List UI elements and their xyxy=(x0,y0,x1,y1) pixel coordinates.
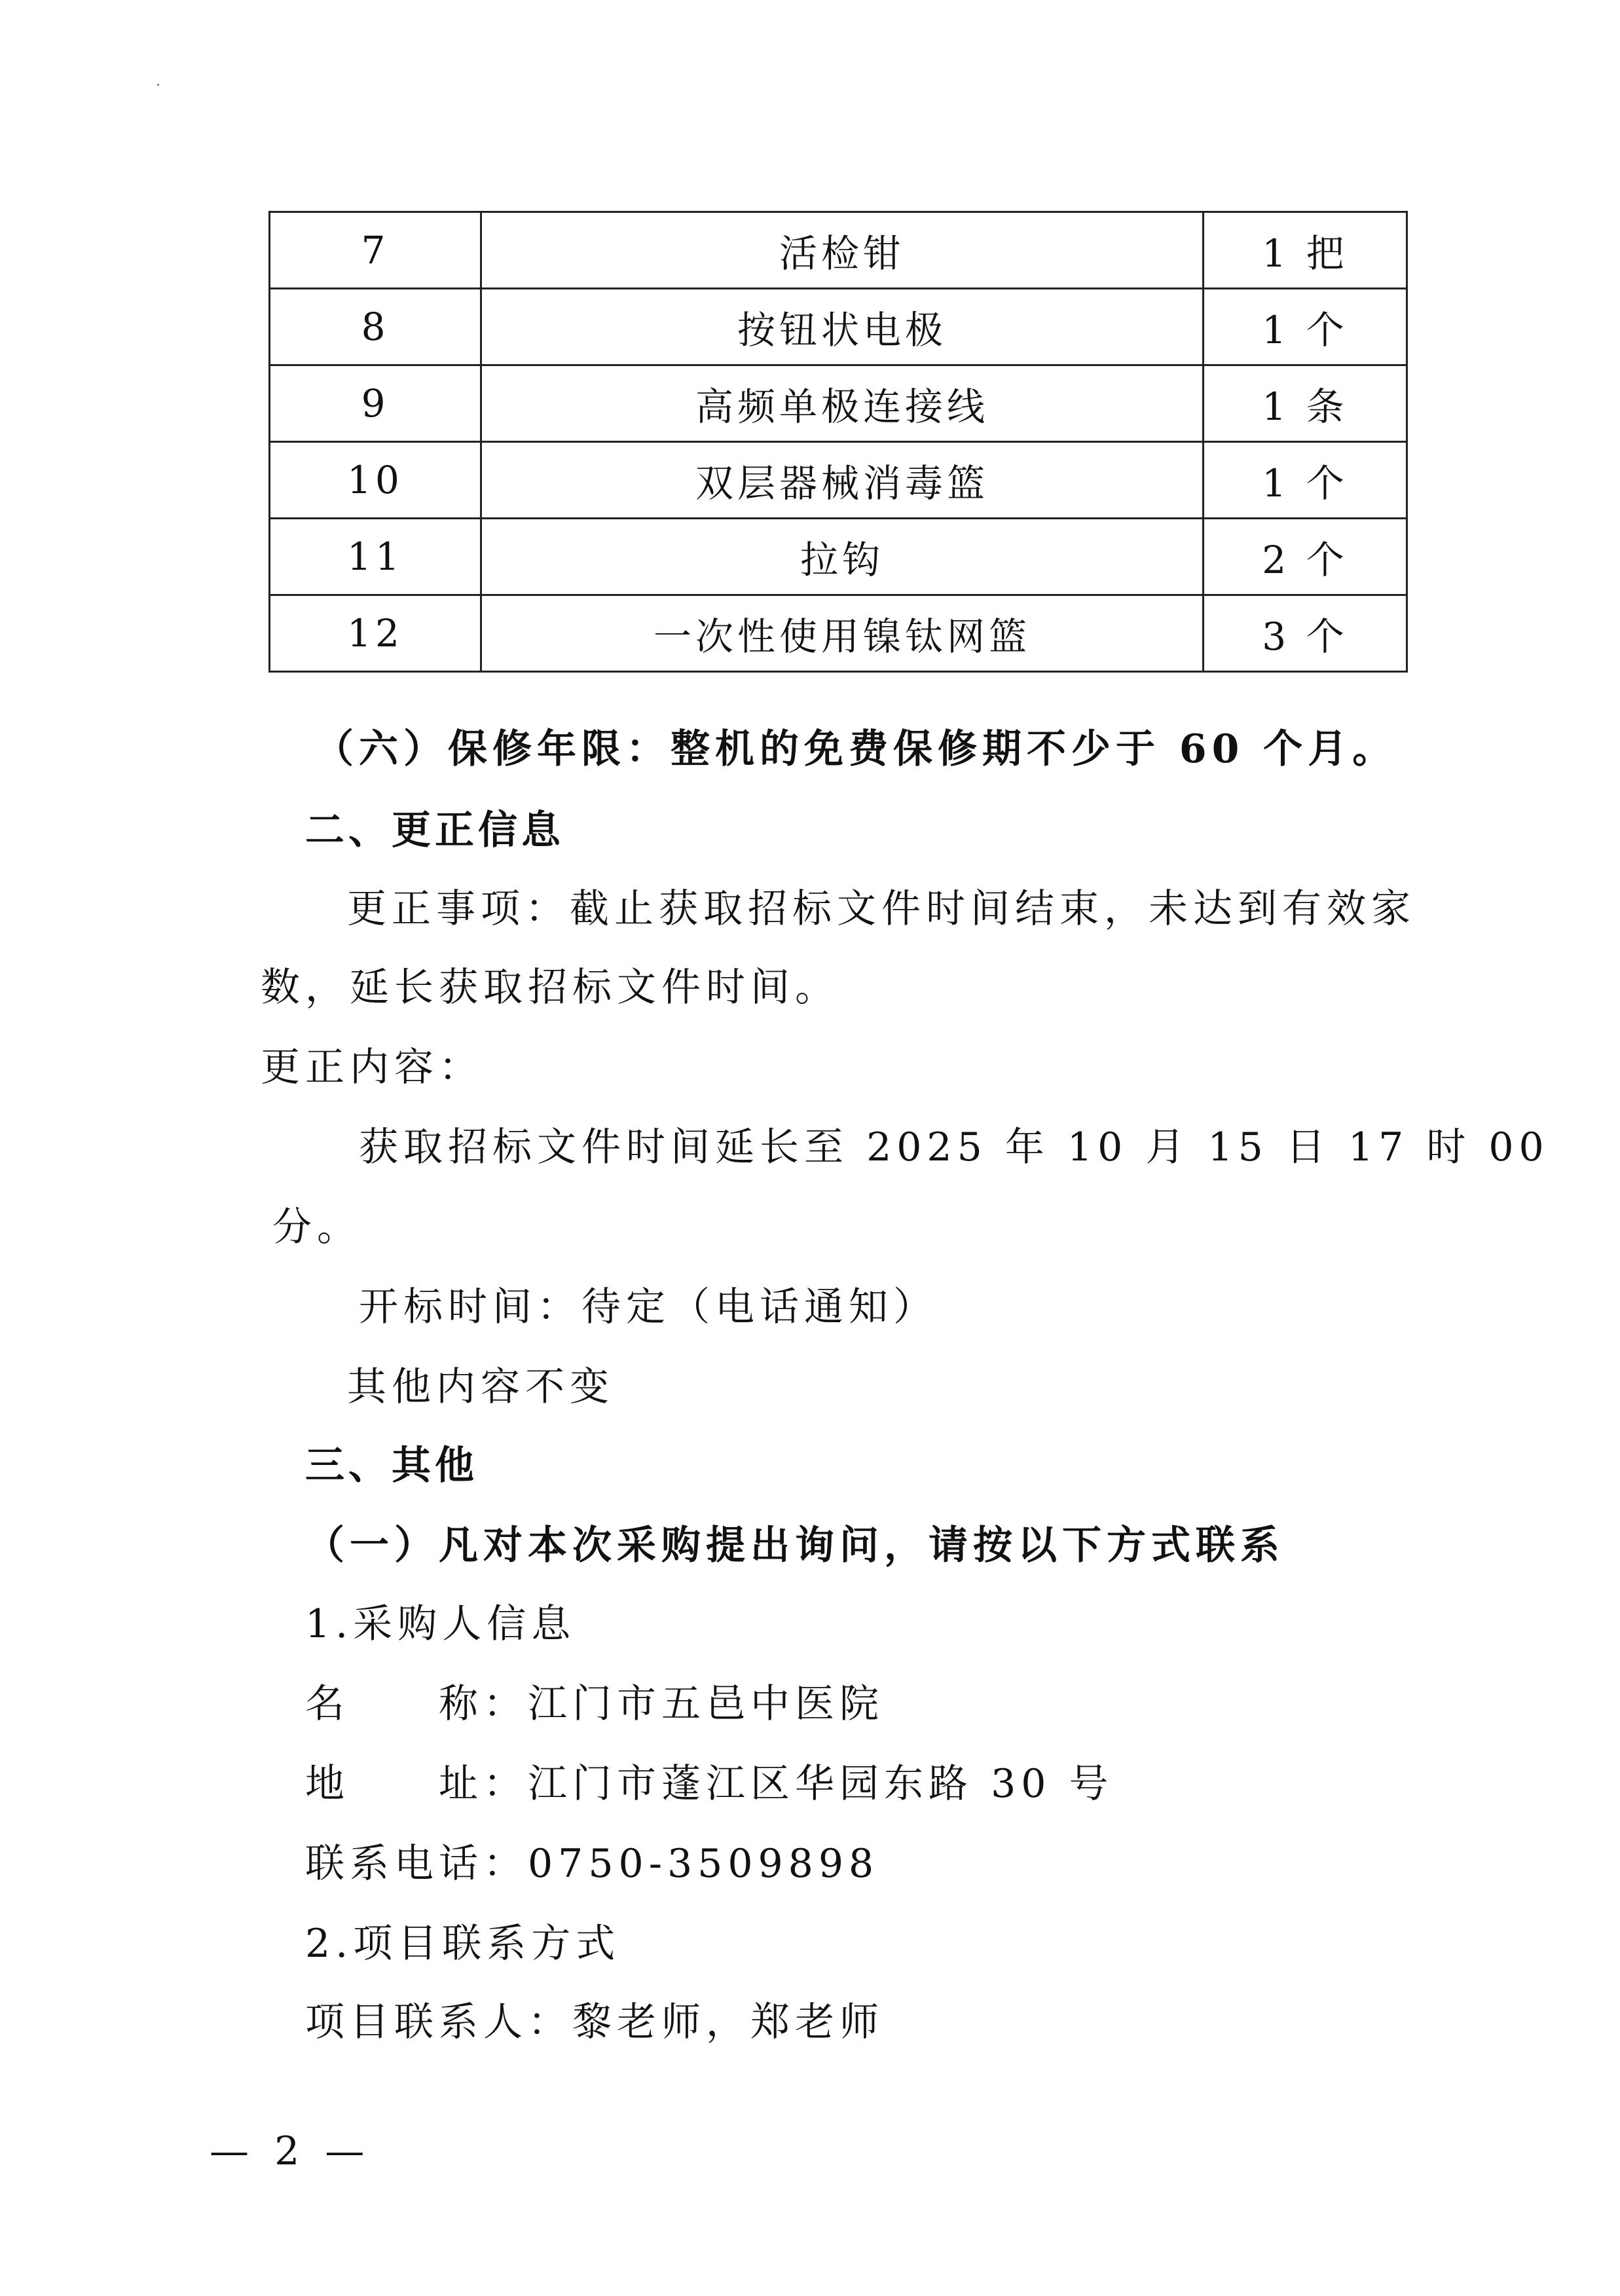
page-number: — 2 — xyxy=(210,2128,371,2174)
item-name: 一次性使用镍钛网篮 xyxy=(481,595,1204,672)
section3-heading: 三、其他 xyxy=(305,1443,478,1489)
item-quantity: 2 个 xyxy=(1203,519,1407,595)
item-quantity: 1 个 xyxy=(1203,442,1407,519)
item-number: 12 xyxy=(270,595,481,672)
item-name: 双层器械消毒篮 xyxy=(481,442,1204,519)
item-quantity: 3 个 xyxy=(1203,595,1407,672)
section2-heading: 二、更正信息 xyxy=(305,807,564,853)
address-label: 地 址： xyxy=(305,1761,528,1807)
project-contact-title: 2.项目联系方式 xyxy=(305,1921,621,1967)
name-value: 江门市五邑中医院 xyxy=(528,1681,884,1727)
scan-speck xyxy=(157,84,159,86)
item-number: 8 xyxy=(270,289,481,365)
item-number: 10 xyxy=(270,442,481,519)
contact-label: 项目联系人： xyxy=(305,1999,572,2045)
item-name: 拉钩 xyxy=(481,519,1204,595)
other-unchanged: 其他内容不变 xyxy=(347,1364,614,1410)
correction-content-line1: 获取招标文件时间延长至 2025 年 10 月 15 日 17 时 00 xyxy=(359,1124,1549,1170)
project-contact-row xyxy=(305,1996,884,2048)
item-quantity: 1 把 xyxy=(1203,212,1407,289)
item-name: 高频单极连接线 xyxy=(481,365,1204,442)
item-quantity: 1 个 xyxy=(1203,289,1407,365)
contact-value: 黎老师，郑老师 xyxy=(572,1999,884,2045)
table-row xyxy=(270,212,1407,289)
purchaser-name-row xyxy=(305,1678,884,1730)
opening-time: 开标时间：待定（电话通知） xyxy=(359,1284,938,1330)
item-name: 按钮状电极 xyxy=(481,289,1204,365)
item-quantity: 1 条 xyxy=(1203,365,1407,442)
name-label: 名 称： xyxy=(305,1681,528,1727)
correction-content-line2: 分。 xyxy=(272,1204,361,1250)
table-row xyxy=(270,519,1407,595)
purchaser-title: 1.采购人信息 xyxy=(305,1601,576,1647)
item-number: 11 xyxy=(270,519,481,595)
equipment-table xyxy=(268,211,1408,673)
item-number: 9 xyxy=(270,365,481,442)
table-row xyxy=(270,595,1407,672)
phone-label: 联系电话： xyxy=(305,1841,528,1887)
warranty-line: （六）保修年限：整机的免费保修期不少于 60 个月。 xyxy=(314,726,1397,772)
address-value: 江门市蓬江区华园东路 30 号 xyxy=(528,1761,1114,1807)
table-row xyxy=(270,442,1407,519)
inquiry-line: （一）凡对本次采购提出询问，请按以下方式联系 xyxy=(305,1523,1285,1568)
correction-item-line2: 数，延长获取招标文件时间。 xyxy=(261,965,839,1010)
table-row xyxy=(270,365,1407,442)
table-row xyxy=(270,289,1407,365)
correction-content-label: 更正内容： xyxy=(261,1045,483,1090)
phone-value: 0750-3509898 xyxy=(528,1841,879,1887)
correction-item-line1: 更正事项：截止获取招标文件时间结束，未达到有效家 xyxy=(347,886,1416,932)
item-name: 活检钳 xyxy=(481,212,1204,289)
purchaser-phone-row xyxy=(305,1838,879,1890)
item-number: 7 xyxy=(270,212,481,289)
purchaser-address-row xyxy=(305,1758,1114,1810)
